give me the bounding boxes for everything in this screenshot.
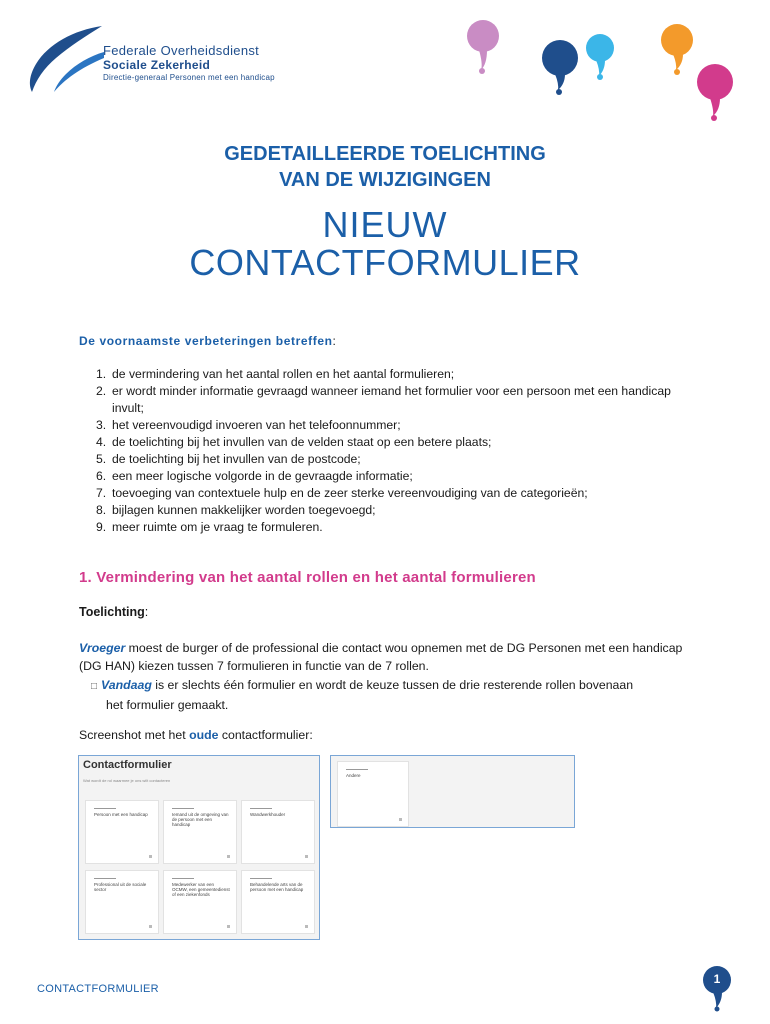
caption-prefix: Screenshot met het: [79, 728, 190, 742]
footer-label: CONTACTFORMULIER: [37, 983, 159, 995]
list-item-number: 7.: [96, 486, 107, 500]
list-item: [96, 366, 696, 383]
role-card: [241, 870, 315, 934]
role-card: [241, 800, 315, 864]
intro-label: [79, 334, 336, 348]
list-item-text: er wordt minder informatie gevraagd wanneer iemand het formulier voor een persoon met een handicap invult;: [112, 384, 671, 415]
role-card: [85, 800, 159, 864]
list-item: [96, 485, 696, 502]
bullet-vandaag: [91, 676, 691, 714]
old-form-screenshot-other: [330, 755, 575, 828]
caption-suffix: contactformulier:: [218, 728, 313, 742]
paint-drop-icon: [542, 40, 578, 95]
caption-keyword: oude: [189, 728, 219, 742]
role-card: [163, 800, 237, 864]
role-card-label: Wandwerkhouder: [250, 812, 286, 817]
list-item-number: 3.: [96, 418, 107, 432]
old-form-subtitle: Wat wordt de rol waarmee je ons wilt contacteren: [83, 778, 171, 783]
list-item: [96, 383, 696, 417]
list-item: [96, 451, 696, 468]
list-item-number: 5.: [96, 452, 107, 466]
list-item-number: 1.: [96, 367, 107, 381]
document-main-title-line2: CONTACTFORMULIER: [189, 242, 581, 283]
role-card-label: Professional uit de sociale sector: [94, 882, 147, 892]
bullet-box-icon: □: [91, 681, 98, 692]
improvements-list: [96, 366, 696, 536]
role-card-label: Andere: [346, 773, 361, 778]
list-item-number: 2.: [96, 384, 107, 398]
list-item-text: bijlagen kunnen makkelijker worden toegevoegd;: [112, 503, 376, 517]
list-item: [96, 417, 696, 434]
list-item-text: een meer logische volgorde in de gevraagde informatie;: [112, 469, 413, 483]
paint-drop-icon: [467, 20, 499, 74]
list-item-number: 9.: [96, 520, 107, 534]
role-card-label: Iemand uit de omgeving van de persoon met een handicap: [172, 812, 229, 827]
list-item-text: de vermindering van het aantal rollen en het aantal formulieren;: [112, 367, 455, 381]
role-card: [163, 870, 237, 934]
logo-swoosh-icon: [26, 22, 106, 94]
intro-colon: :: [332, 334, 337, 348]
role-card-label: Persoon met een handicap: [94, 812, 148, 817]
org-name-bold: Sociale Zekerheid: [103, 58, 211, 72]
bullet-vandaag-text: is er slechts één formulier en wordt de keuze tussen de drie resterende rollen bovenaan: [151, 678, 634, 692]
section-heading: 1. Vermindering van het aantal rollen en het aantal formulieren: [79, 569, 536, 586]
paint-drop-icon: [586, 34, 614, 80]
document-title: GEDETAILLEERDE TOELICHTING: [224, 143, 546, 165]
role-card: [85, 870, 159, 934]
list-item: [96, 434, 696, 451]
keyword-vandaag: Vandaag: [101, 678, 152, 692]
list-item: [96, 502, 696, 519]
list-item: [96, 468, 696, 485]
intro-label-text: De voornaamste verbeteringen betreffen: [79, 334, 333, 348]
org-name: Federale Overheidsdienst: [103, 43, 260, 58]
toelichting-colon: :: [144, 605, 149, 619]
old-form-title: Contactformulier: [83, 759, 172, 771]
paragraph-vroeger: [79, 639, 691, 675]
old-form-screenshot: [78, 755, 320, 940]
list-item-text: de toelichting bij het invullen van de velden staat op een betere plaats;: [112, 435, 492, 449]
document-title-line2: VAN DE WIJZIGINGEN: [279, 169, 491, 191]
keyword-vroeger: Vroeger: [79, 641, 126, 655]
toelichting-label: [79, 605, 148, 619]
screenshot-caption: [79, 728, 313, 742]
list-item: [96, 519, 696, 536]
list-item-text: meer ruimte om je vraag te formuleren.: [112, 520, 323, 534]
toelichting-label-text: Toelichting: [79, 605, 145, 619]
page-number: 1: [713, 972, 721, 986]
list-item-number: 8.: [96, 503, 107, 517]
list-item-number: 6.: [96, 469, 107, 483]
list-item-text: het vereenvoudigd invoeren van het telefoonnummer;: [112, 418, 401, 432]
list-item-text: de toelichting bij het invullen van de postcode;: [112, 452, 361, 466]
role-card-label: Behandelende arts van de persoon met een handicap: [250, 882, 304, 892]
role-card: [337, 761, 409, 827]
org-department: Directie-generaal Personen met een handicap: [103, 73, 275, 82]
list-item-number: 4.: [96, 435, 107, 449]
document-main-title: NIEUW: [322, 204, 448, 245]
decorative-drops: [455, 18, 755, 128]
role-card-label: Medewerker van een OCMW, een gemeentedienst of een ziekenfonds: [172, 882, 230, 897]
paragraph-vroeger-text: moest de burger of de professional die contact wou opnemen met de DG Personen met een handicap (DG HAN) kiezen tussen 7 formulieren in functie van de 7 rollen.: [79, 641, 683, 673]
paint-drop-icon: [661, 24, 693, 75]
paint-drop-icon: [697, 64, 733, 121]
list-item-text: toevoeging van contextuele hulp en de zeer sterke vereenvoudiging van de categorieën;: [112, 486, 588, 500]
bullet-vandaag-text-cont: het formulier gemaakt.: [106, 698, 229, 712]
